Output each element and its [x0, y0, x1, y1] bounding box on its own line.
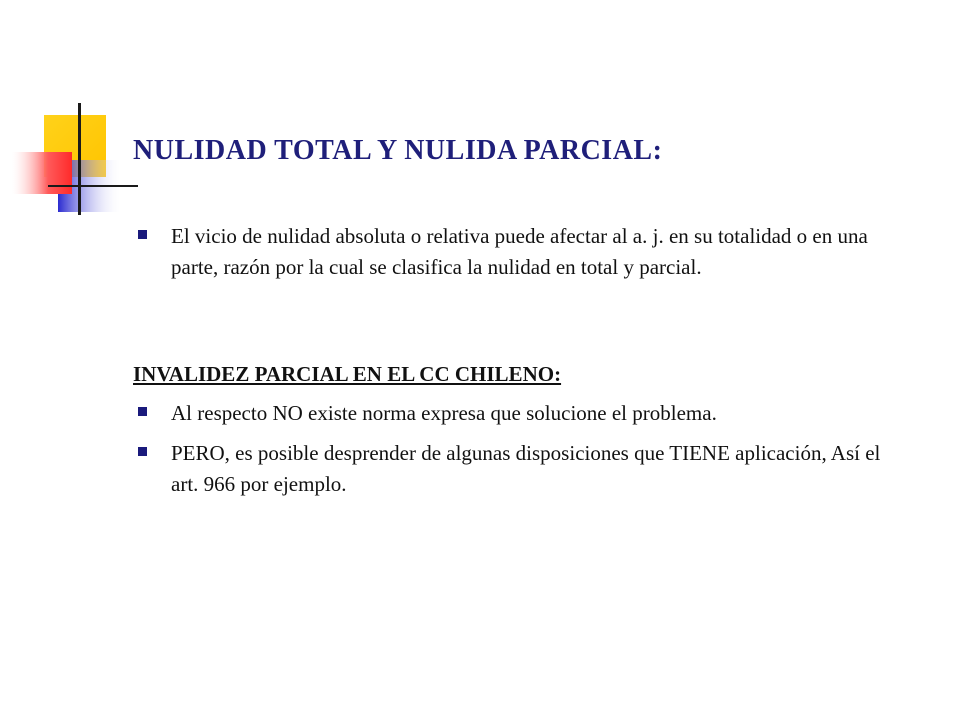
- square-bullet-icon: [138, 407, 147, 416]
- list-item: [138, 398, 898, 429]
- bullet-text: Al respecto NO existe norma expresa que solucione el problema.: [171, 401, 717, 425]
- bullet-text: PERO, es posible desprender de algunas disposiciones que TIENE aplicación, Así el art. 966 por ejemplo.: [171, 441, 881, 496]
- square-bullet-icon: [138, 230, 147, 239]
- square-bullet-icon: [138, 447, 147, 456]
- slide-title: NULIDAD TOTAL Y NULIDA PARCIAL:: [133, 135, 663, 166]
- section-subheading: INVALIDEZ PARCIAL EN EL CC CHILENO:: [133, 362, 562, 386]
- list-item: [138, 221, 898, 283]
- bullet-text: El vicio de nulidad absoluta o relativa puede afectar al a. j. en su totalidad o en una parte, razón por la cual se clasifica la nulidad en total y parcial.: [171, 224, 868, 279]
- list-item: [138, 438, 898, 500]
- squares-logo-icon: [0, 0, 140, 230]
